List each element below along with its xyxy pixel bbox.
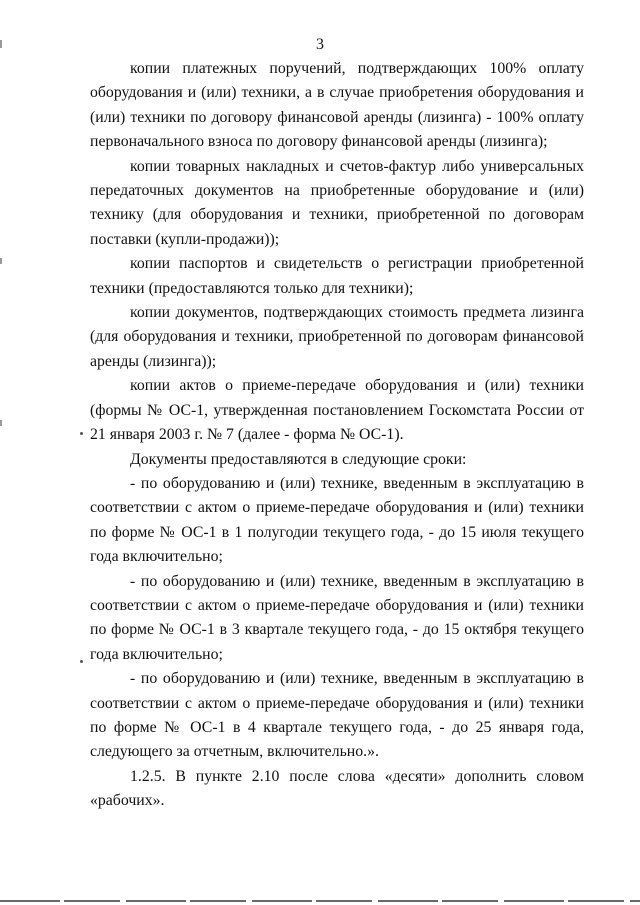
paragraph-deadline-third-quarter: - по оборудованию и (или) технике, введенным в эксплуатацию в соответствии с актом о приеме-передаче оборудования и (или) техники по форме № ОС-1 в 3 квартале текущего года, - до 15 октября текущего года включительно; bbox=[90, 572, 584, 663]
paragraph-deadline-fourth-quarter: - по оборудованию и (или) технике, введенным в эксплуатацию в соответствии с актом о приеме-передаче оборудования и (или) техники по форме № ОС-1 в 4 квартале текущего года, - до 25 января года, следующего за отчетным, включительно.». bbox=[90, 670, 584, 761]
scan-edge-line bbox=[0, 420, 2, 426]
paragraph-deadline-first-half: - по оборудованию и (или) технике, введенным в эксплуатацию в соответствии с актом о приеме-передаче оборудования и (или) техники по форме № ОС-1 в 1 полугодии текущего года, - до 15 июля текущего года включительно; bbox=[90, 474, 584, 566]
scan-bottom-edge bbox=[0, 900, 640, 902]
paragraph-acceptance-acts: копии актов о приеме-передаче оборудования и (или) техники (формы № ОС-1, утвержденная постановлением Госкомстата России от 21 января 2003 г. № 7 (далее - форма № ОС-1). bbox=[90, 377, 584, 444]
scan-edge-line bbox=[0, 258, 2, 264]
paragraph-invoices: копии товарных накладных и счетов-фактур либо универсальных передаточных документов на приобретенные оборудование и (или) технику (для оборудования и техники, приобретенной по договорам поставки (купли-продажи)); bbox=[90, 157, 584, 248]
paragraph-payment-orders: копии платежных поручений, подтверждающих 100% оплату оборудования и (или) техники, а в случае приобретения оборудования и (или) техники по договору финансовой аренды (лизинга) - 100% оплату первоначального взноса по договору финансовой аренды (лизинга); bbox=[90, 60, 584, 151]
margin-dot-mark bbox=[80, 660, 83, 663]
paragraph-amendment-2-10: 1.2.5. В пункте 2.10 после слова «десяти» дополнить словом «рабочих». bbox=[90, 767, 584, 810]
paragraph-deadlines-intro: Документы предоставляются в следующие сроки: bbox=[130, 450, 467, 468]
margin-dot-mark bbox=[80, 432, 83, 435]
paragraph-leasing-cost: копии документов, подтверждающих стоимость предмета лизинга (для оборудования и техники, приобретенной по договорам финансовой аренды (лизинга)); bbox=[90, 304, 584, 370]
paragraph-passports: копии паспортов и свидетельств о регистрации приобретенной техники (предоставляются только для техники); bbox=[90, 255, 584, 297]
page-number: 3 bbox=[316, 36, 324, 53]
document-body bbox=[90, 57, 584, 814]
